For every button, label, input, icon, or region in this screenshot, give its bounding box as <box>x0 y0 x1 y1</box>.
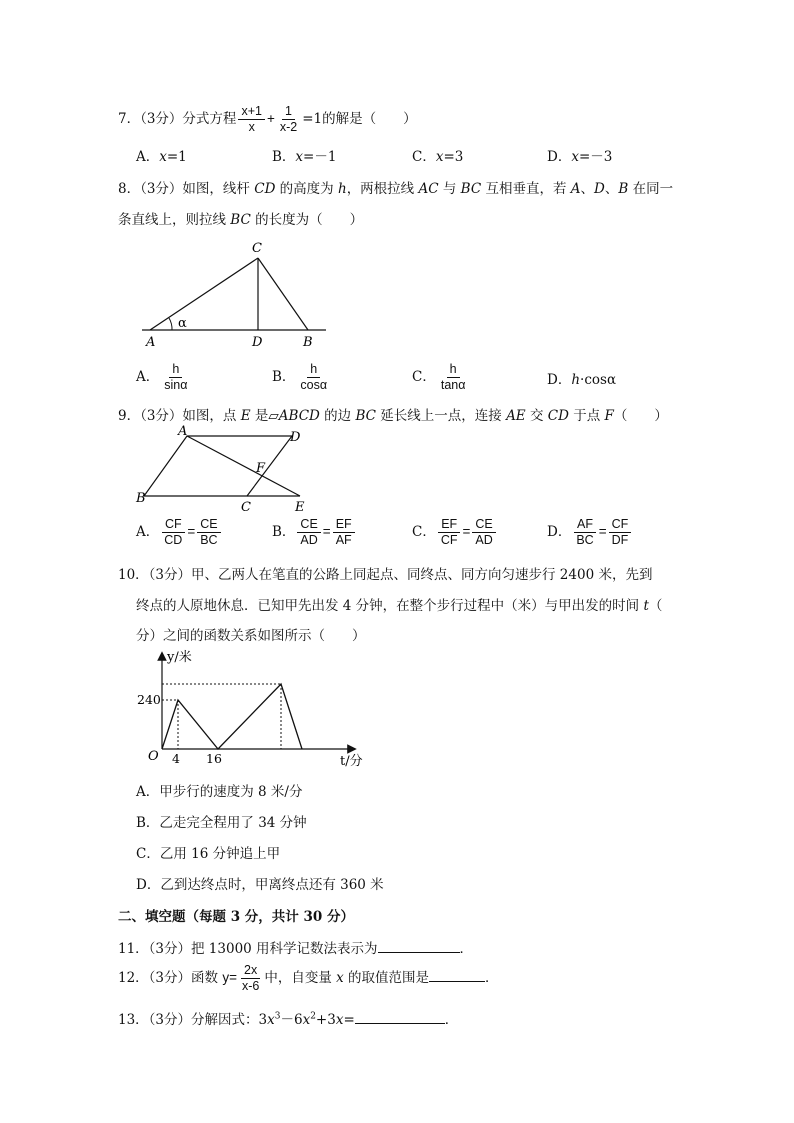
q8-sep2: 、 <box>604 181 619 197</box>
q8-c-num: h <box>447 362 460 378</box>
q13-e1: 3 <box>274 1011 281 1022</box>
q7-option-b <box>272 145 336 165</box>
q8-sep1: 、 <box>580 181 595 197</box>
q9-a-lden: CD <box>164 533 183 547</box>
q8-a-label: A． <box>136 369 160 385</box>
q9-label-f: F <box>256 461 266 476</box>
q8-figure <box>130 234 340 354</box>
q8-b-frac <box>297 362 330 393</box>
q9-abcd: ABCD <box>278 408 320 424</box>
q7-d-x: x <box>571 149 579 165</box>
q10-stem-line3: 分）之间的函数关系如图所示（ ） <box>136 628 366 644</box>
q10-xtick-16: 16 <box>206 751 222 766</box>
q9-c-rfrac <box>472 517 495 548</box>
q13-x3: x <box>335 1012 344 1028</box>
q7-option-d <box>547 145 612 165</box>
q9-d-lden: BC <box>576 533 594 547</box>
q10-xlabel: t/分 <box>340 754 363 769</box>
q7-fraction-1 <box>238 104 265 135</box>
q10-origin: O <box>148 749 159 764</box>
q13 <box>118 1008 458 1028</box>
q12-end: ． <box>485 970 499 986</box>
q7-plus: + <box>266 111 275 126</box>
q8-d: D <box>594 181 605 197</box>
q9-b-lfrac <box>297 517 320 548</box>
q9-label-d: D <box>290 430 301 445</box>
q8-option-d <box>547 368 616 388</box>
q9-c-lden: CF <box>440 533 458 547</box>
q7-c-x: x <box>435 149 444 165</box>
q12-frac <box>239 963 262 994</box>
q9-c-lfrac <box>438 517 461 548</box>
q8-option-c <box>412 362 470 393</box>
q9-a-rnum: CE <box>197 517 220 533</box>
q12-x: x <box>336 970 344 986</box>
q9-d-lnum: AF <box>574 517 596 533</box>
q9-e: E <box>240 408 251 424</box>
q9-label-c: C <box>241 500 251 515</box>
q9-label-a: A <box>178 424 188 439</box>
q10-option-a: A．甲步行的速度为 8 米/分 <box>136 784 303 800</box>
q10-option-b: B．乙走完全程用了 34 分钟 <box>136 815 307 831</box>
q7-a-val: =1 <box>166 149 187 165</box>
q9-f: F <box>604 408 614 424</box>
q13-m1: －6 <box>280 1012 303 1028</box>
q7-d-label: D． <box>547 149 572 165</box>
q9-b-label: B． <box>272 524 296 540</box>
q9-sc: 的边 <box>319 408 356 424</box>
q8-stem-line2 <box>118 208 363 228</box>
q9-b-rfrac <box>333 517 355 548</box>
q13-end: ． <box>444 1012 459 1028</box>
q8-label-c: C <box>252 241 262 256</box>
q10-stem-line1: 10．（3分）甲、乙两人在笔直的公路上同起点、同终点、同方向匀速步行 2400 米，先到 <box>118 567 653 583</box>
q7-b-x: x <box>295 149 304 165</box>
q8-b-num: h <box>307 362 320 378</box>
q9-a-rden: BC <box>200 533 218 547</box>
q13-e2: 2 <box>310 1011 316 1022</box>
q7-a-label: A． <box>136 149 160 165</box>
q10-stem-line2 <box>136 594 662 614</box>
q8-l1d: 与 <box>438 181 461 197</box>
q9-stem <box>118 404 668 424</box>
q8-a-num: h <box>169 362 182 378</box>
q13-x1: x <box>267 1012 275 1028</box>
q11-end: ． <box>459 941 474 957</box>
q8-label-a: A <box>146 335 156 350</box>
q9-d-lfrac <box>573 517 596 548</box>
q7-b-val: =－1 <box>303 149 337 165</box>
q7-f2-num: 1 <box>282 104 295 120</box>
q8-d-val: ·cosα <box>580 372 617 388</box>
q10-option-c: C．乙用 16 分钟追上甲 <box>136 846 281 862</box>
q8-b: B <box>618 181 629 197</box>
q8-bc2: BC <box>230 212 251 228</box>
q13-x2: x <box>302 1012 311 1028</box>
q9-b-lden: AD <box>300 533 318 547</box>
q9-a-eq: = <box>187 524 196 539</box>
q9-bc: BC <box>355 408 376 424</box>
q9-option-a <box>136 517 223 548</box>
q9-a-label: A． <box>136 524 160 540</box>
q7-option-c <box>412 145 463 165</box>
q7-c-val: =3 <box>443 149 464 165</box>
q12-suffix: 的取值范围是 <box>343 970 430 986</box>
q9-line-ae <box>187 436 300 496</box>
q8-label-alpha: α <box>178 316 187 331</box>
q12 <box>118 963 499 994</box>
q9-option-d <box>547 517 633 548</box>
q8-b-den: cosα <box>300 378 328 392</box>
q8-l2b: 的长度为（ ） <box>250 212 364 228</box>
section2-title: 二、填空题（每题 3 分，共计 30 分） <box>118 909 354 925</box>
q8-d-h: h <box>571 372 581 388</box>
q7-f2-den: x-2 <box>279 120 298 134</box>
q9-ae: AE <box>506 408 526 424</box>
q8-l1e: 互相垂直，若 <box>481 181 571 197</box>
q12-y: y= <box>222 970 237 985</box>
q8-option-a <box>136 362 192 393</box>
q9-c-lnum: EF <box>438 517 460 533</box>
q9-cd: CD <box>547 408 569 424</box>
q13-answer-blank[interactable] <box>355 1011 445 1024</box>
q10-graph <box>134 648 370 770</box>
q8-c-label: C． <box>412 369 436 385</box>
q9-d-rfrac <box>609 517 632 548</box>
q12-answer-blank[interactable] <box>429 969 485 982</box>
q8-bc: BC <box>460 181 482 197</box>
q9-c-rnum: CE <box>472 517 495 533</box>
q8-c-den: tanα <box>440 378 466 392</box>
q10-ytick-240: 240 <box>137 692 161 707</box>
q8-cd: CD <box>254 181 276 197</box>
q12-mid: 中，自变量 <box>264 970 337 986</box>
q8-l1f: 在同一 <box>628 181 674 197</box>
q9-b-rnum: EF <box>333 517 355 533</box>
q8-a-frac <box>161 362 190 393</box>
q9-parallelogram <box>144 436 292 496</box>
q8-l1a: 8．（3分）如图，线杆 <box>118 181 255 197</box>
q9-c-rden: AD <box>475 533 493 547</box>
q9-d-rden: DF <box>611 533 629 547</box>
q9-sg: （ ） <box>613 408 668 424</box>
q8-b-label: B． <box>272 369 296 385</box>
q8-angle-arc <box>169 318 172 330</box>
q9-sd: 延长线上一点，连接 <box>375 408 507 424</box>
q7-f1-num: x+1 <box>238 104 265 120</box>
q9-sa: 9．（3分）如图，点 <box>118 408 241 424</box>
q8-l1b: 的高度为 <box>275 181 338 197</box>
q10-ylabel: y/米 <box>167 650 192 665</box>
q7-stem-prefix: 7．（3分）分式方程 <box>118 111 237 127</box>
q10-l2-end: （ <box>648 598 663 614</box>
q8-option-b <box>272 362 332 393</box>
q10-l2: 终点的人原地休息．已知甲先出发 4 分钟，在整个步行过程中（米）与甲出发的时间 <box>136 598 644 614</box>
q8-h: h <box>337 181 347 197</box>
q8-line-ac <box>150 258 258 330</box>
q8-l1c: ，两根拉线 <box>346 181 419 197</box>
q13-m2: +3 <box>315 1012 336 1028</box>
q7-b-label: B． <box>272 149 296 165</box>
q7-f1-den: x <box>248 120 255 134</box>
q7-a-x: x <box>159 149 167 165</box>
q7-c-label: C． <box>412 149 436 165</box>
q9-se: 交 <box>525 408 548 424</box>
q9-a-lfrac <box>161 517 185 548</box>
q10-xtick-4: 4 <box>172 751 180 766</box>
q8-ac: AC <box>418 181 439 197</box>
q8-line-bc <box>258 258 308 330</box>
q9-option-b <box>272 517 357 548</box>
q7-stem <box>118 104 417 135</box>
q9-b-eq: = <box>322 524 331 539</box>
q9-b-lnum: CE <box>297 517 320 533</box>
q11 <box>118 937 473 957</box>
q10-t: t <box>643 598 649 614</box>
q9-b-rden: AF <box>335 533 352 547</box>
q8-l2a: 条直线上，则拉线 <box>118 212 231 228</box>
q11-answer-blank[interactable] <box>378 940 460 953</box>
q9-c-eq: = <box>462 524 471 539</box>
q9-sf: 于点 <box>568 408 605 424</box>
q12-den: x-6 <box>241 979 260 993</box>
q7-d-val: =－3 <box>578 149 613 165</box>
q9-option-c <box>412 517 498 548</box>
q11-text: 11．（3分）把 13000 用科学记数法表示为 <box>118 941 378 957</box>
q8-c-frac <box>438 362 469 393</box>
q7-option-a <box>136 145 187 165</box>
q9-sb: 是▱ <box>250 408 279 424</box>
q9-figure <box>132 424 322 516</box>
q8-d-label: D． <box>547 372 572 388</box>
q7-stem-suffix: =1的解是（ ） <box>302 111 417 127</box>
q9-label-b: B <box>136 491 146 506</box>
q9-d-rnum: CF <box>609 517 632 533</box>
q7-fraction-2 <box>277 104 300 135</box>
q8-stem-line1 <box>118 177 673 197</box>
q9-d-label: D． <box>547 524 572 540</box>
q8-a: A <box>570 181 581 197</box>
q9-label-e: E <box>295 500 305 515</box>
q12-prefix: 12．（3分）函数 <box>118 970 223 986</box>
q13-m3: = <box>343 1012 355 1028</box>
q8-label-d: D <box>252 335 263 350</box>
q8-a-den: sinα <box>164 378 188 392</box>
q10-option-d: D．乙到达终点时，甲离终点还有 360 米 <box>136 877 384 893</box>
q9-a-rfrac <box>197 517 220 548</box>
q9-d-eq: = <box>598 524 607 539</box>
q9-a-lnum: CF <box>162 517 185 533</box>
q12-num: 2x <box>241 963 260 979</box>
q13-prefix: 13．（3分）分解因式：3 <box>118 1012 268 1028</box>
q9-c-label: C． <box>412 524 436 540</box>
q8-label-b: B <box>303 335 313 350</box>
